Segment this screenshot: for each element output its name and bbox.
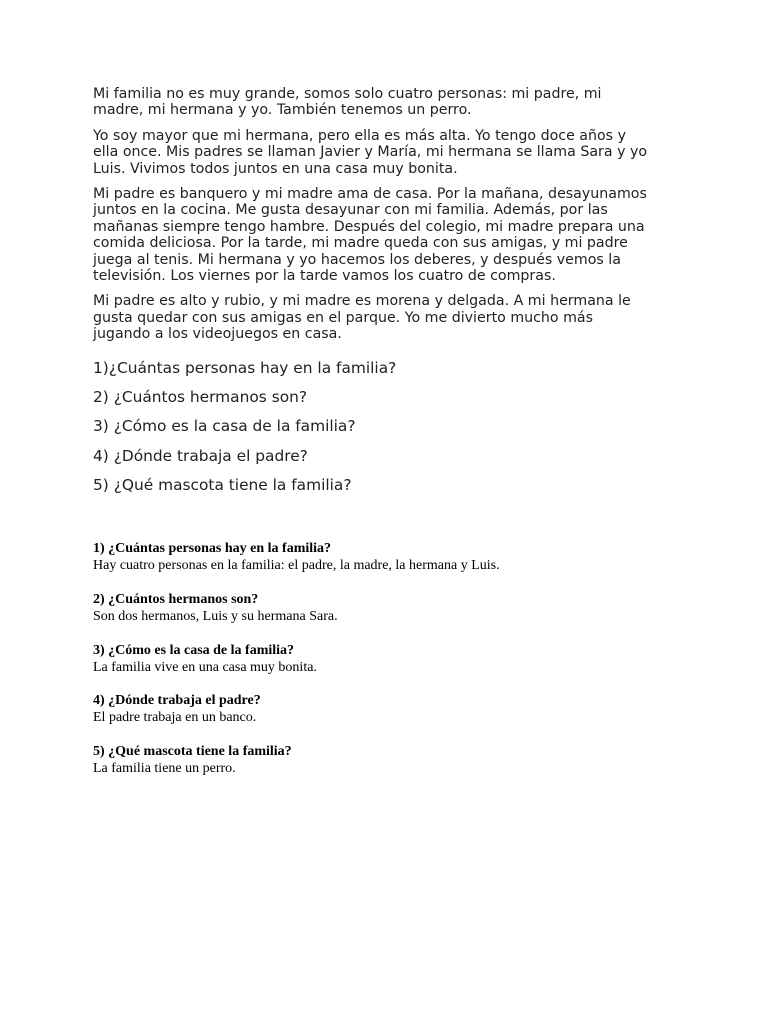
paragraph	[93, 128, 693, 177]
text-line: Mi padre es banquero y mi madre ama de casa. Por la mañana, desayunamos	[93, 186, 647, 203]
answer-key	[93, 540, 693, 794]
answer-question: 2) ¿Cuántos hermanos son?	[93, 591, 259, 607]
question-item: 3) ¿Cómo es la casa de la familia?	[93, 417, 356, 436]
answer-block	[93, 540, 693, 591]
answer-block	[93, 591, 693, 642]
question-item: 1)¿Cuántas personas hay en la familia?	[93, 359, 397, 377]
question-list	[93, 357, 693, 503]
answer-text: Son dos hermanos, Luis y su hermana Sara.	[93, 608, 338, 624]
reading-passage	[93, 86, 693, 352]
question-item: 5) ¿Qué mascota tiene la familia?	[93, 475, 352, 494]
paragraph	[93, 86, 693, 119]
text-line: mañanas siempre tengo hambre. Después del colegio, mi madre prepara una	[93, 218, 645, 235]
text-line: Luis. Vivimos todos juntos en una casa muy bonita.	[93, 160, 458, 177]
text-line: madre, mi hermana y yo. También tenemos un perro.	[93, 102, 472, 119]
text-line: juntos en la cocina. Me gusta desayunar con mi familia. Además, por las	[93, 202, 608, 219]
question-item: 4) ¿Dónde trabaja el padre?	[93, 446, 308, 465]
text-line: ella once. Mis padres se llaman Javier y María, mi hermana se llama Sara y yo	[93, 144, 648, 161]
answer-text: La familia tiene un perro.	[93, 761, 236, 777]
question-item: 2) ¿Cuántos hermanos son?	[93, 388, 308, 407]
answer-text: El padre trabaja en un banco.	[93, 710, 257, 726]
text-line: comida deliciosa. Por la tarde, mi madre queda con sus amigas, y mi padre	[93, 235, 628, 252]
text-line: jugando a los videojuegos en casa.	[93, 326, 342, 343]
text-line: juega al tenis. Mi hermana y yo hacemos los deberes, y después vemos la	[93, 251, 621, 268]
answer-text: La familia vive en una casa muy bonita.	[93, 659, 317, 675]
text-line: Mi familia no es muy grande, somos solo cuatro personas: mi padre, mi	[93, 86, 602, 102]
answer-block	[93, 743, 693, 794]
paragraph	[93, 186, 693, 284]
text-line: televisión. Los viernes por la tarde vamos los cuatro de compras.	[93, 268, 556, 285]
answer-text: Hay cuatro personas en la familia: el padre, la madre, la hermana y Luis.	[93, 558, 500, 573]
answer-block	[93, 642, 693, 693]
text-line: Yo soy mayor que mi hermana, pero ella es más alta. Yo tengo doce años y	[93, 127, 626, 144]
answer-block	[93, 692, 693, 743]
answer-question: 1) ¿Cuántas personas hay en la familia?	[93, 541, 332, 556]
text-line: Mi padre es alto y rubio, y mi madre es morena y delgada. A mi hermana le	[93, 293, 631, 310]
answer-question: 4) ¿Dónde trabaja el padre?	[93, 693, 261, 709]
answer-question: 3) ¿Cómo es la casa de la familia?	[93, 642, 295, 658]
paragraph	[93, 293, 693, 342]
text-line: gusta quedar con sus amigas en el parque. Yo me divierto mucho más	[93, 309, 594, 326]
answer-question: 5) ¿Qué mascota tiene la familia?	[93, 744, 292, 760]
